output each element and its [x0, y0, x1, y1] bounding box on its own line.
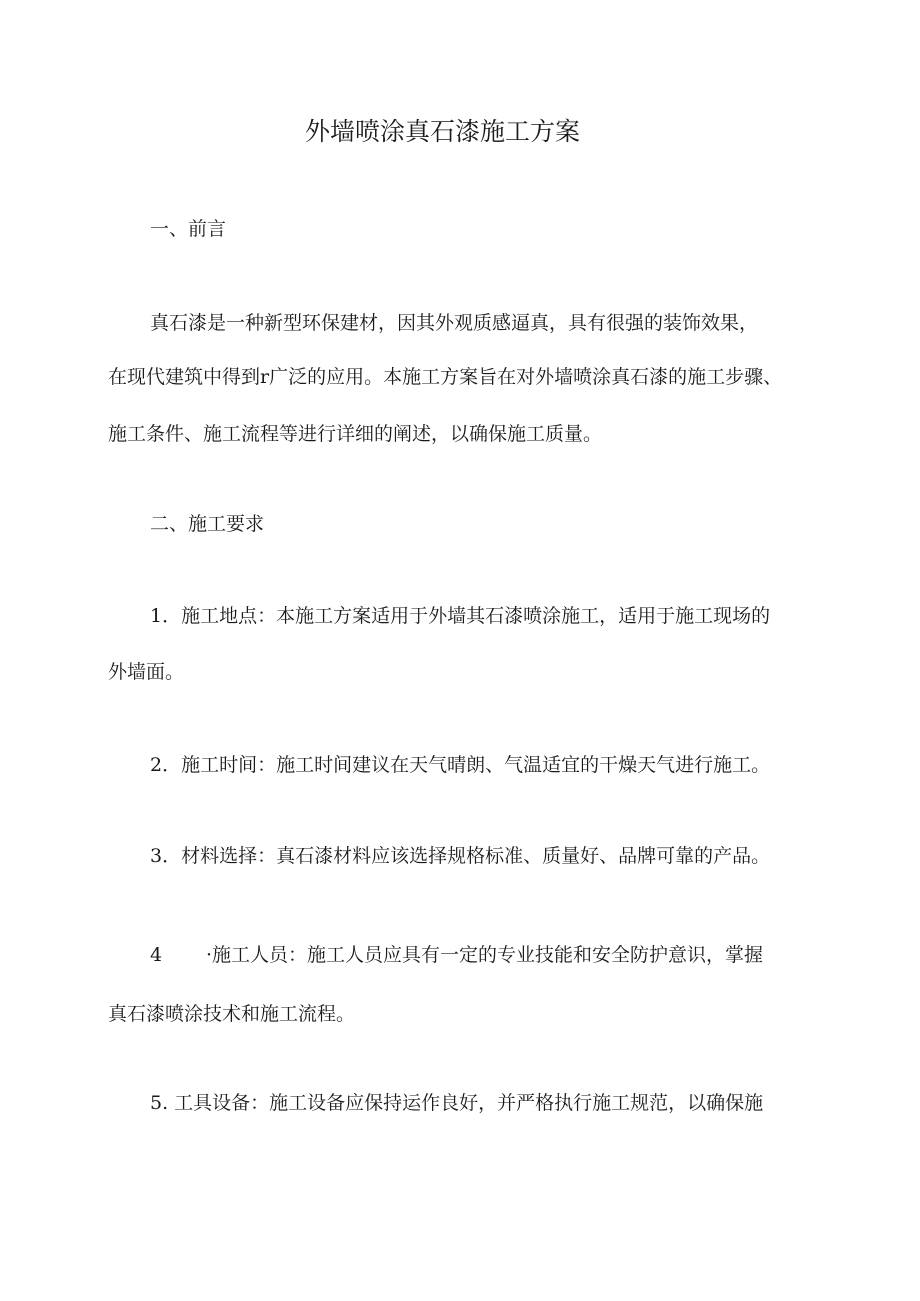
list-item-3: 3．材料选择：真石漆材料应该选择规格标准、质量好、品牌可靠的产品。: [150, 845, 771, 867]
paragraph-line: 在现代建筑中得到r广泛的应用。本施工方案旨在对外墙喷涂真石漆的施工步骤、: [108, 366, 783, 388]
list-item-1-continuation: 外墙面。: [108, 661, 185, 683]
paragraph-line: 施工条件、施工流程等进行详细的阐述，以确保施工质量。: [108, 423, 603, 445]
list-item-4: ·施工人员：施工人员应具有一定的专业技能和安全防护意识，掌握: [206, 944, 764, 966]
paragraph-line: 真石漆是一种新型环保建材，因其外观质感逼真，具有很强的装饰效果，: [150, 312, 759, 334]
list-item-2: 2．施工时间：施工时间建议在天气晴朗、气温适宜的干燥天气进行施工。: [150, 754, 771, 776]
list-item-4-continuation: 真石漆喷涂技术和施工流程。: [108, 1003, 356, 1025]
list-item-5: 5. 工具设备：施工设备应保持运作良好，并严格执行施工规范，以确保施: [150, 1092, 764, 1114]
list-item-4-number: 4: [150, 944, 163, 966]
section-heading-preface: 一、前言: [150, 218, 227, 240]
document-title: 外墙喷涂真石漆施工方案: [305, 117, 581, 146]
section-heading-requirements: 二、施工要求: [150, 513, 265, 535]
list-item-1: 1．施工地点：本施工方案适用于外墙其石漆喷涂施工，适用于施工现场的: [150, 605, 771, 627]
